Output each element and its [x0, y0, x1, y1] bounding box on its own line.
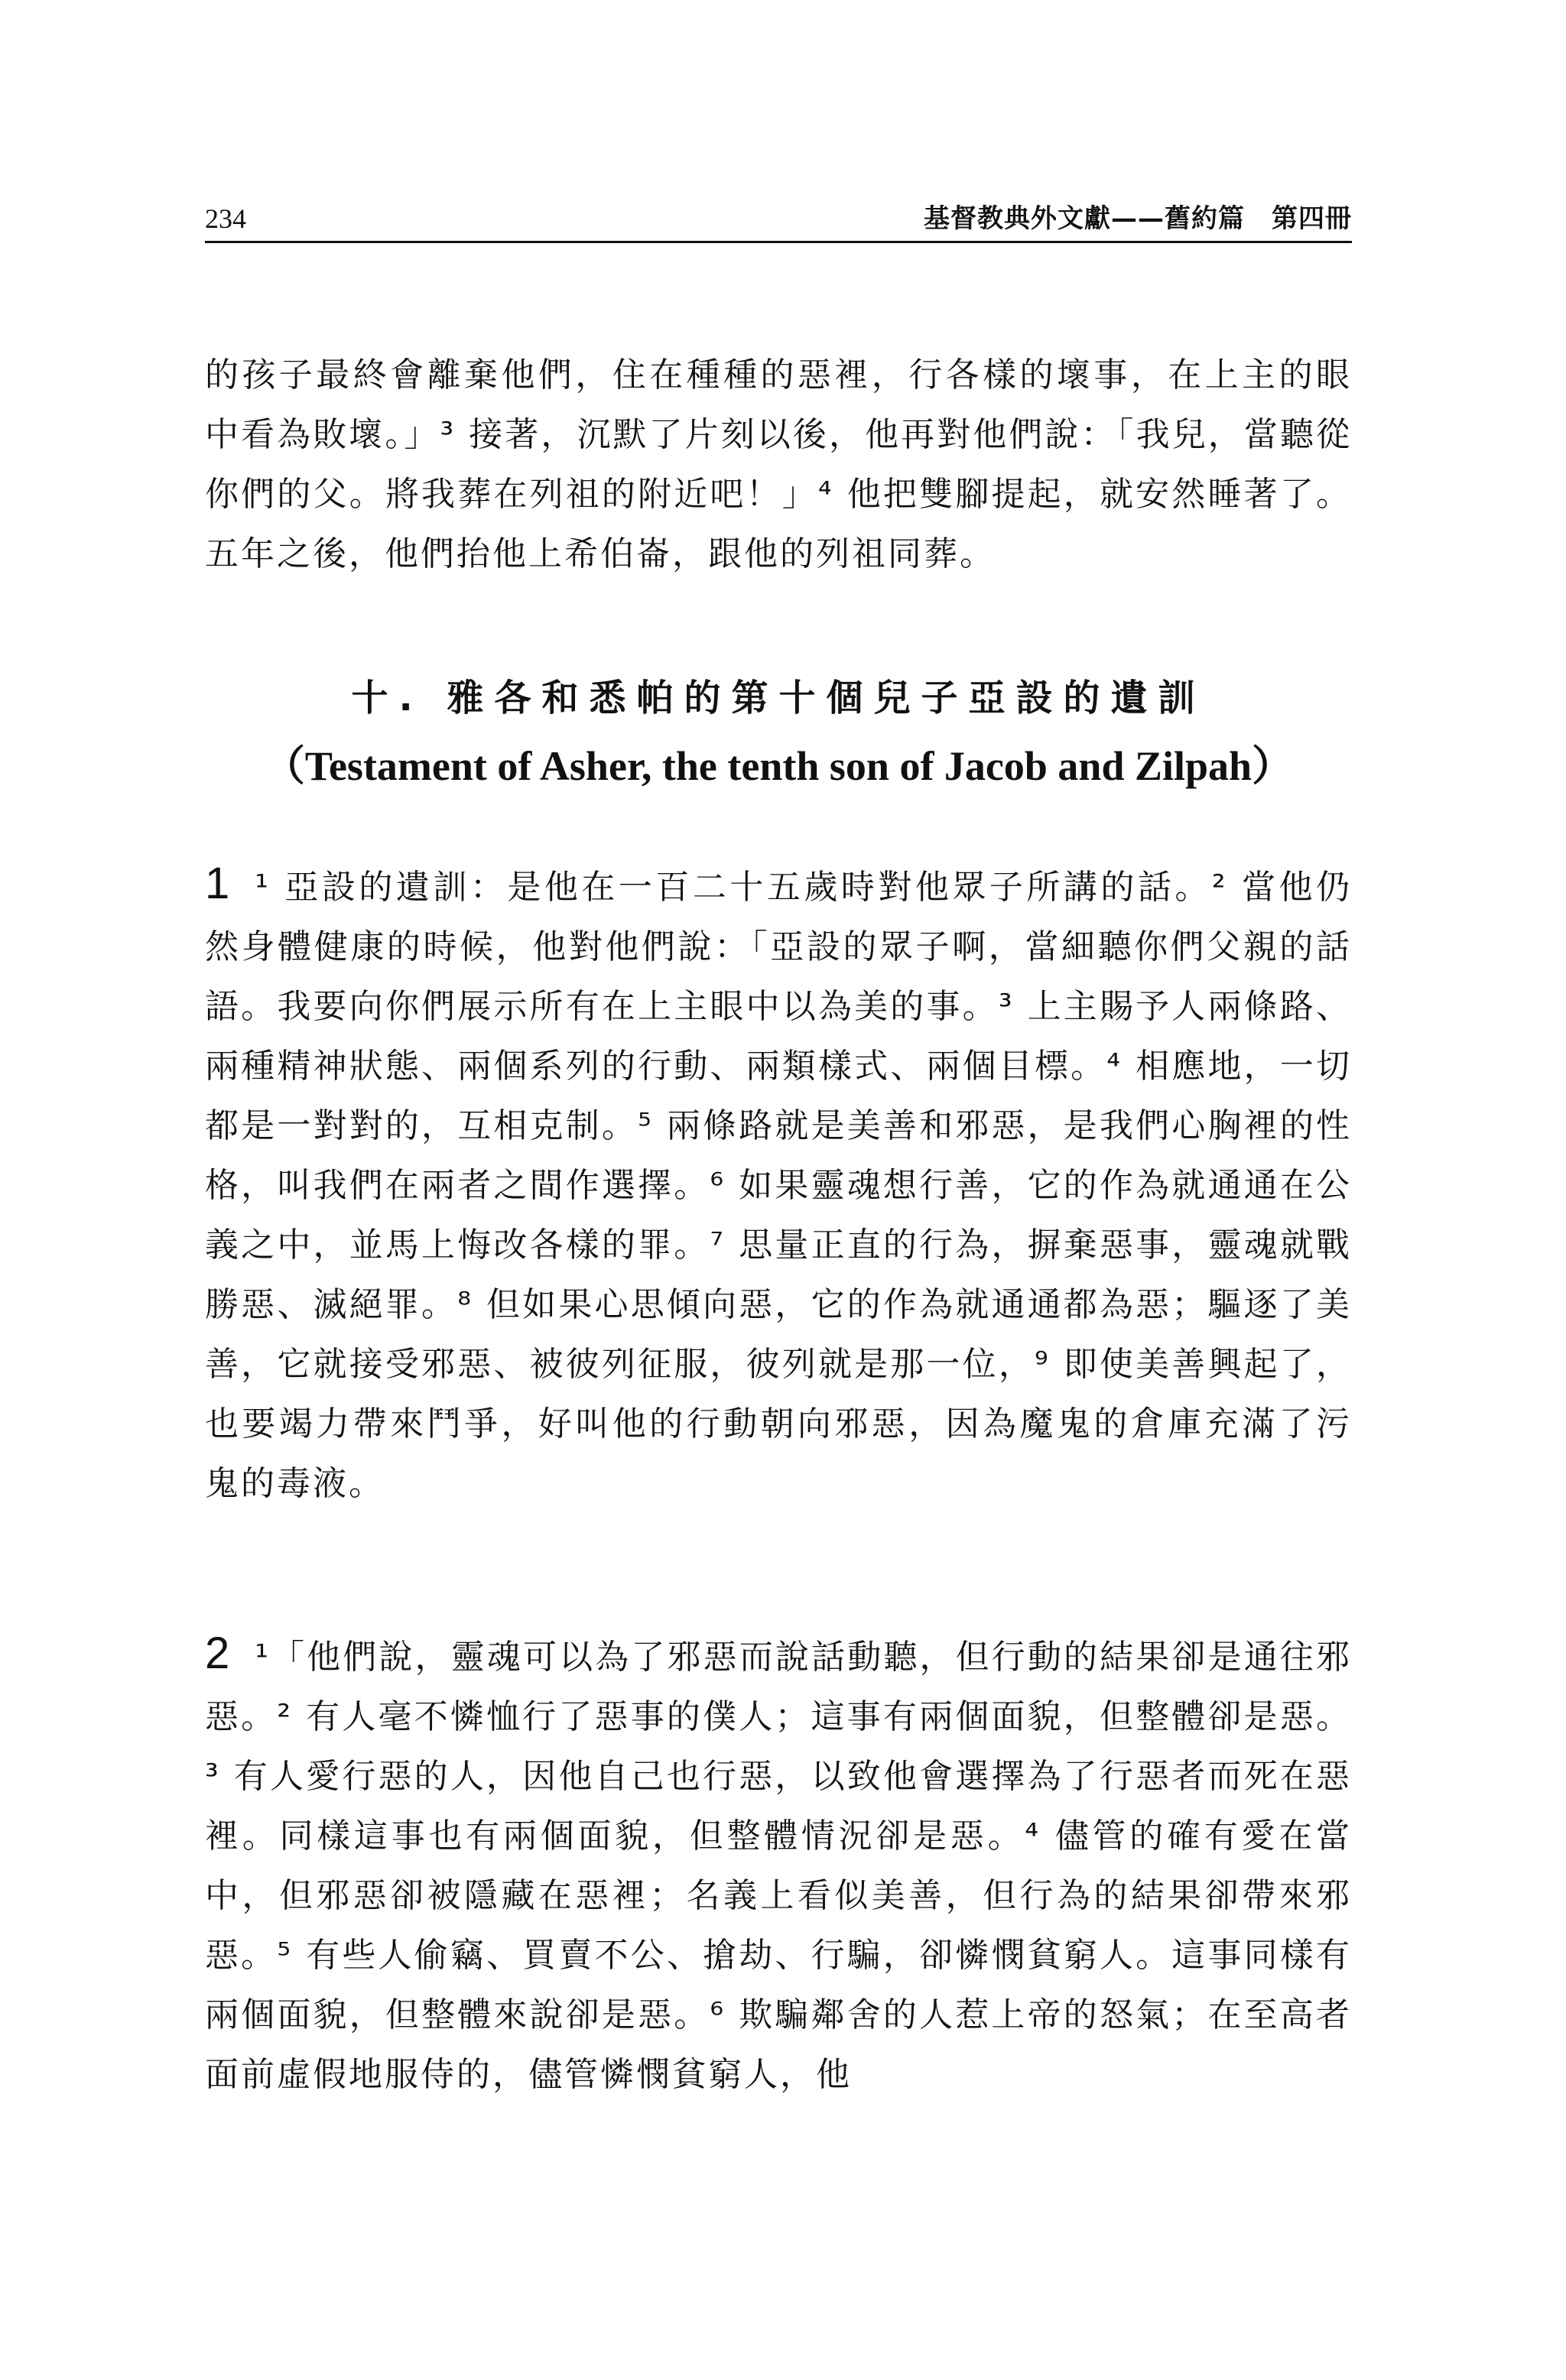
header-rule [205, 241, 1352, 243]
book-title: 基督教典外文獻——舊約篇 第四冊 [924, 203, 1352, 234]
chapter-text: ¹「他們說，靈魂可以為了邪惡而說話動聽，但行動的結果卻是通往邪惡。² 有人毫不憐恤行了惡事的僕人；這事有兩個面貌，但整體卻是惡。³ 有人愛行惡的人，因他自己也行惡，以致他會選擇為了行惡者而死在惡裡。同樣這事也有兩個面貌，但整體情況卻是惡。⁴ 儘管的確有愛在當中，但邪惡卻被隱藏在惡裡；名義上看似美善，但行為的結果卻帶來邪惡。⁵ 有些人偷竊、買賣不公、搶劫、行騙，卻憐憫貧窮人。這事同樣有兩個面貌，但整體來說卻是惡。⁶ 欺騙鄰舍的人惹上帝的怒氣；在至高者面前虛假地服侍的，儘管憐憫貧窮人，他 [205, 1638, 1352, 2094]
section-title-chinese: 十. 雅各和悉帕的第十個兒子亞設的遺訓 [351, 677, 1206, 719]
chapter-text: ¹ 亞設的遺訓：是他在一百二十五歲時對他眾子所講的話。² 當他仍然身體健康的時候，他對他們說：「亞設的眾子啊，當細聽你們父親的話語。我要向你們展示所有在上主眼中以為美的事。³ 上主賜予人兩條路、兩種精神狀態、兩個系列的行動、兩類樣式、兩個目標。⁴ 相應地，一切都是一對對的，互相克制。⁵ 兩條路就是美善和邪惡，是我們心胸裡的性格，叫我們在兩者之間作選擇。⁶ 如果靈魂想行善，它的作為就通通在公義之中，並馬上悔改各樣的罪。⁷ 思量正直的行為，摒棄惡事，靈魂就戰勝惡、滅絕罪。⁸ 但如果心思傾向惡，它的作為就通通都為惡；驅逐了美善，它就接受邪惡、被彼列征服，彼列就是那一位，⁹ 即使美善興起了，也要竭力帶來鬥爭，好叫他的行動朝向邪惡，因為魔鬼的倉庫充滿了污鬼的毒液。 [205, 868, 1352, 1503]
page-number: 234 [205, 203, 246, 234]
chapter-number: 1 [205, 859, 232, 908]
chapter-1 [205, 854, 1352, 1514]
continuation-paragraph: 的孩子最終會離棄他們，住在種種的惡裡，行各樣的壞事，在上主的眼中看為敗壞。」³ 接著，沉默了片刻以後，他再對他們說：「我兒，當聽從你們的父。將我葬在列祖的附近吧！」⁴ 他把雙腳提起，就安然睡著了。五年之後，他們抬他上希伯崙，跟他的列祖同葬。 [205, 356, 1352, 573]
chapter-2 [205, 1624, 1352, 2105]
chapter-number: 2 [205, 1628, 232, 1678]
running-header [205, 196, 1352, 242]
section-title-english: （Testament of Asher, the tenth son of Jacob and Zilpah） [263, 743, 1294, 789]
